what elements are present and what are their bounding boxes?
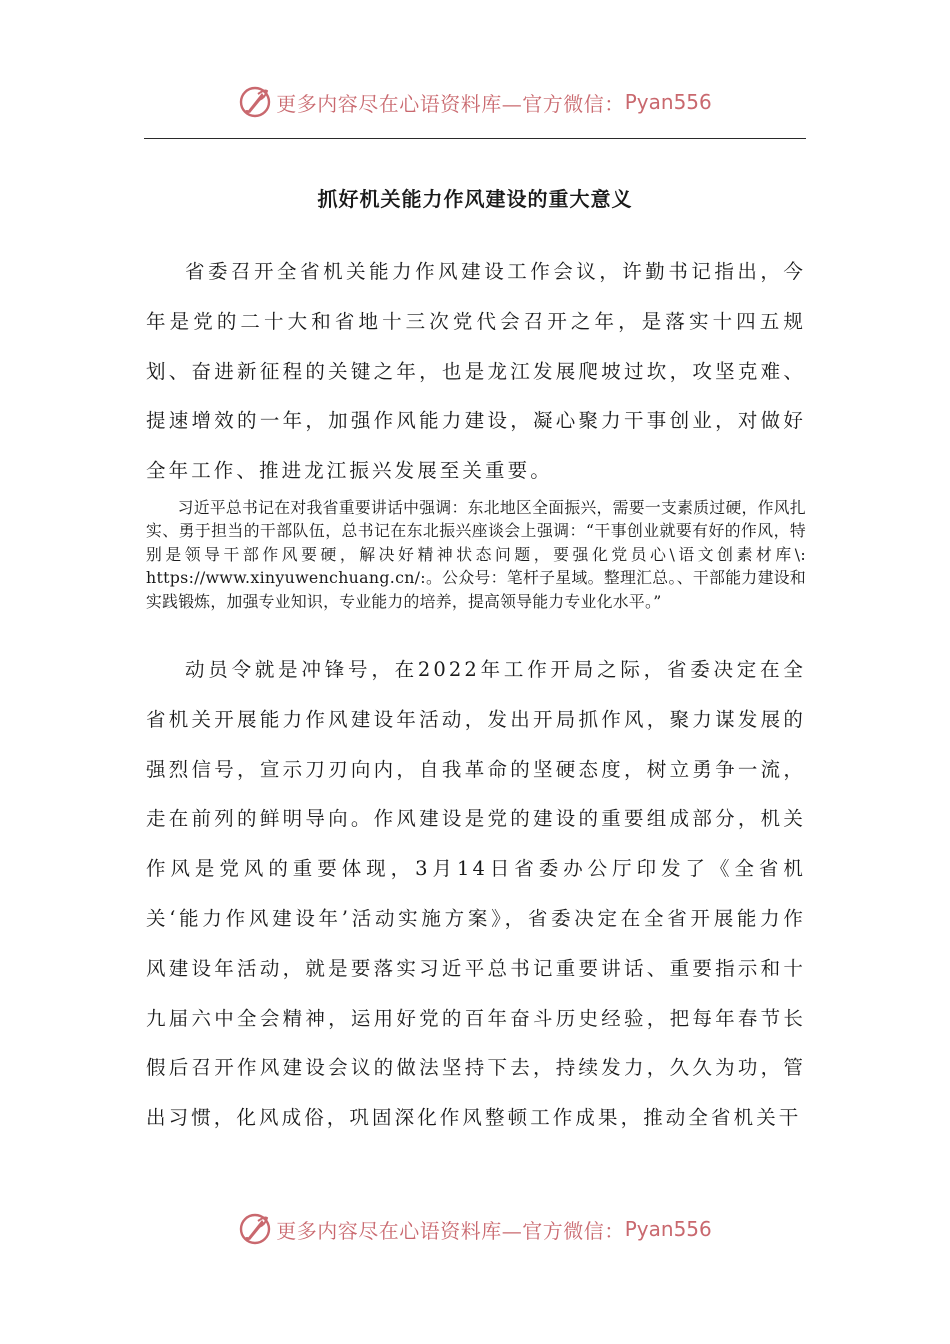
watermark-text: 更多内容尽在心语资料库—官方微信： — [276, 91, 625, 116]
header-watermark — [0, 82, 950, 122]
header-divider — [144, 138, 806, 139]
footer-watermark — [0, 1209, 950, 1249]
watermark-handle: Pyan556 — [624, 1217, 712, 1241]
paragraph-1: 省委召开全省机关能力作风建设工作会议，许勤书记指出，今年是党的二十大和省地十三次党代会召开之年，是落实十四五规划、奋进新征程的关键之年，也是龙江发展爬坡过坎，攻坚克难、提速增效的一年，加强作风能力建设，凝心聚力干事创业，对做好全年工作、推进龙江振兴发展至关重要。 — [146, 260, 806, 483]
quill-logo-icon — [238, 1212, 272, 1246]
watermark-text: 更多内容尽在心语资料库—官方微信： — [276, 1218, 625, 1243]
paragraph-2: 习近平总书记在对我省重要讲话中强调：东北地区全面振兴，需要一支素质过硬，作风扎实、勇于担当的干部队伍，总书记在东北振兴座谈会上强调：“干事创业就要有好的作风，特别是领导干部作风要硬，解决好精神状态问题，要强化党员心\语文创素材库\: https://www.xinyuwenchuang.cn/:。公众号：笔杆子星域。整理汇总。、干部能力建设和实践锻炼，加强专业知识，专业能力的培养，提高领导能力专业化水平。” — [146, 498, 806, 611]
watermark-handle: Pyan556 — [624, 90, 712, 114]
quill-logo-icon — [238, 85, 272, 119]
paragraph-3: 动员令就是冲锋号，在2022年工作开局之际，省委决定在全省机关开展能力作风建设年活动，发出开局抓作风，聚力谋发展的强烈信号，宣示刀刃向内，自我革命的坚硬态度，树立勇争一流，走在前列的鲜明导向。作风建设是党的建设的重要组成部分，机关作风是党风的重要体现，3月14日省委办公厅印发了《全省机关‘能力作风建设年’活动实施方案》，省委决定在全省开展能力作风建设年活动，就是要落实习近平总书记重要讲话、重要指示和十九届六中全会精神，运用好党的百年奋斗历史经验，把每年春节长假后召开作风建设会议的做法坚持下去，持续发力，久久为功，管出习惯，化风成俗，巩固深化作风整顿工作成果，推动全省机关干 — [146, 658, 806, 1130]
document-title: 抓好机关能力作风建设的重大意义 — [317, 187, 633, 211]
